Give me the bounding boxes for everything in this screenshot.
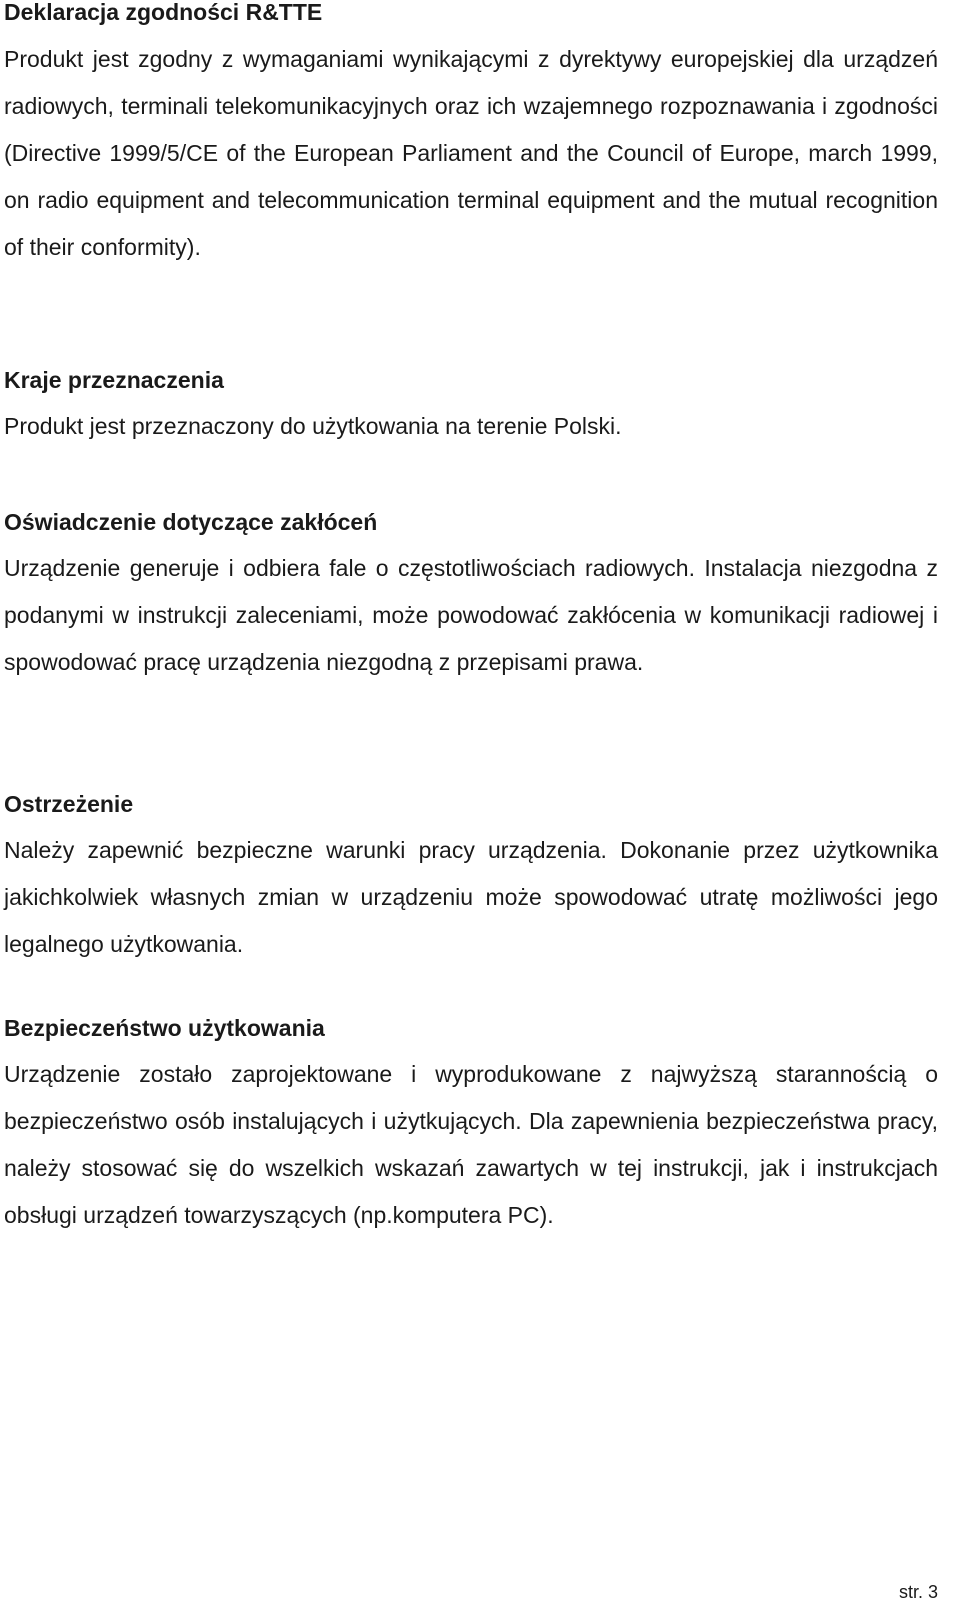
section-rtte-declaration xyxy=(4,0,938,271)
section-paragraph: Urządzenie zostało zaprojektowane i wyprodukowane z najwyższą starannością o bezpieczeństwo osób instalujących i użytkujących. Dla zapewnienia bezpieczeństwa pracy, należy stosować się do wszelkich wskazań zawartych w tej instrukcji, jak i instrukcjach obsługi urządzeń towarzyszących (np.komputera PC). xyxy=(4,1061,938,1228)
section-warning xyxy=(4,792,938,968)
page-number: str. 3 xyxy=(898,1582,938,1602)
section-usage-safety xyxy=(4,1016,938,1239)
section-heading: Deklaracja zgodności R&TTE xyxy=(4,0,323,25)
section-heading: Kraje przeznaczenia xyxy=(4,367,224,393)
section-paragraph: Produkt jest przeznaczony do użytkowania na terenie Polski. xyxy=(4,413,622,439)
section-paragraph: Należy zapewnić bezpieczne warunki pracy urządzenia. Dokonanie przez użytkownika jakichkolwiek własnych zmian w urządzeniu może spowodować utratę możliwości jego legalnego użytkowania. xyxy=(4,837,938,957)
section-paragraph: Urządzenie generuje i odbiera fale o częstotliwościach radiowych. Instalacja niezgodna z podanymi w instrukcji zaleceniami, może powodować zakłócenia w komunikacji radiowej i spowodować pracę urządzenia niezgodną z przepisami prawa. xyxy=(4,555,938,675)
section-heading: Bezpieczeństwo użytkowania xyxy=(4,1015,325,1041)
section-interference-statement xyxy=(4,510,938,686)
section-destination-countries xyxy=(4,368,938,450)
section-paragraph: Produkt jest zgodny z wymaganiami wynikającymi z dyrektywy europejskiej dla urządzeń radiowych, terminali telekomunikacyjnych oraz ich wzajemnego rozpoznawania i zgodności (Directive 1999/5/CE of the European Parliament and the Council of Europe, march 1999, on radio equipment and telecommunication terminal equipment and the mutual recognition of their conformity). xyxy=(4,46,938,260)
section-heading: Oświadczenie dotyczące zakłóceń xyxy=(4,509,378,535)
section-heading: Ostrzeżenie xyxy=(4,791,134,817)
